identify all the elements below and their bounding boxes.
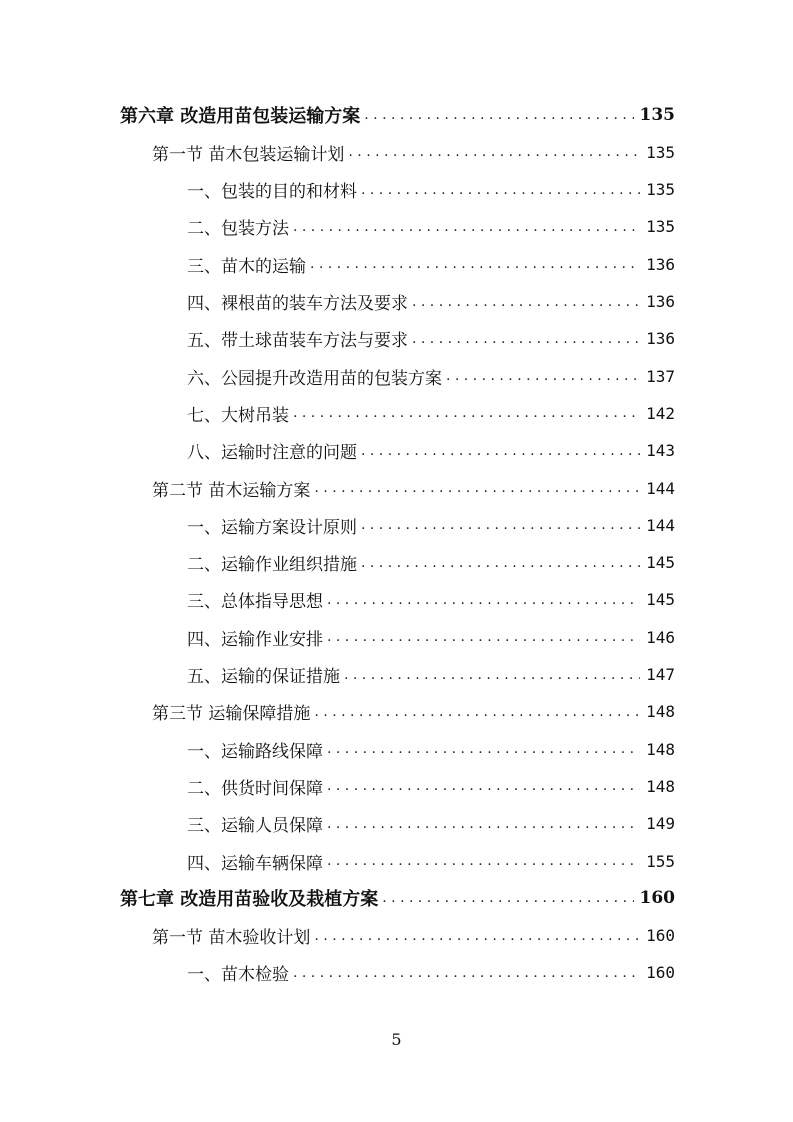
toc-entry-page: 146 [646,627,675,647]
toc-leader-dots [314,928,640,944]
toc-entry-page: 142 [646,403,675,423]
toc-subsection-entry[interactable] [187,660,675,690]
toc-entry-page: 135 [646,217,675,237]
toc-leader-dots [327,853,640,869]
toc-entry-title: 八、运输时注意的问题 [187,443,357,464]
toc-leader-dots [446,368,640,384]
toc-section-entry[interactable] [152,137,675,167]
toc-leader-dots [348,144,640,160]
toc-entry-title: 第二节 苗木运输方案 [152,480,311,501]
toc-subsection-entry[interactable] [187,175,675,205]
toc-subsection-entry[interactable] [187,361,675,391]
toc-chapter-entry[interactable] [120,100,675,130]
page-number: 5 [391,1030,402,1049]
toc-entry-title: 一、运输路线保障 [187,741,323,762]
toc-leader-dots [361,517,640,533]
toc-entry-page: 148 [646,702,675,722]
toc-entry-title: 五、运输的保证措施 [187,667,340,687]
toc-entry-title: 一、运输方案设计原则 [187,517,357,538]
toc-section-entry[interactable] [152,921,675,951]
toc-subsection-entry[interactable] [187,287,675,317]
toc-entry-page: 148 [646,739,675,759]
toc-entry-page: 160 [639,888,675,909]
toc-entry-title: 第六章 改造用苗包装运输方案 [120,106,361,127]
toc-entry-title: 四、裸根苗的装车方法及要求 [187,294,408,314]
toc-entry-title: 二、供货时间保障 [187,778,323,799]
toc-subsection-entry[interactable] [187,212,675,242]
toc-entry-page: 136 [646,254,675,274]
toc-leader-dots [412,294,640,310]
toc-subsection-entry[interactable] [187,585,675,615]
toc-subsection-entry[interactable] [187,771,675,801]
toc-entry-page: 160 [646,926,675,946]
toc-leader-dots [344,667,640,683]
toc-leader-dots [412,331,640,347]
toc-subsection-entry[interactable] [187,734,675,764]
toc-entry-title: 第一节 苗木验收计划 [152,928,311,949]
toc-subsection-entry[interactable] [187,324,675,354]
toc-chapter-entry[interactable] [120,883,675,913]
toc-entry-title: 第三节 运输保障措施 [152,704,311,725]
toc-entry-page: 135 [646,180,675,200]
toc-leader-dots [310,256,640,272]
toc-subsection-entry[interactable] [187,958,675,988]
toc-entry-page: 137 [646,366,675,386]
toc-entry-page: 144 [646,478,675,498]
toc-section-entry[interactable] [152,697,675,727]
toc-entry-title: 三、总体指导思想 [187,592,323,613]
toc-entry-page: 148 [646,776,675,796]
toc-entry-title: 七、大树吊装 [187,405,289,426]
toc-entry-title: 第七章 改造用苗验收及栽植方案 [120,889,379,911]
toc-leader-dots [327,741,640,757]
toc-subsection-entry[interactable] [187,436,675,466]
toc-subsection-entry[interactable] [187,809,675,839]
toc-entry-page: 136 [646,292,675,311]
toc-leader-dots [314,480,640,496]
toc-entry-page: 144 [646,515,675,535]
toc-leader-dots [382,890,633,906]
toc-entry-title: 第一节 苗木包装运输计划 [152,144,345,165]
toc-leader-dots [361,555,640,571]
toc-entry-page: 155 [646,851,675,871]
toc-entry-title: 五、带土球苗装车方法与要求 [187,331,408,352]
toc-entry-page: 145 [646,553,675,573]
toc-entry-page: 145 [646,590,675,610]
toc-entry-title: 六、公园提升改造用苗的包装方案 [187,368,442,389]
toc-leader-dots [361,443,640,459]
toc-section-entry[interactable] [152,473,675,503]
toc-subsection-entry[interactable] [187,249,675,279]
toc-subsection-entry[interactable] [187,622,675,652]
toc-leader-dots [293,219,640,235]
toc-leader-dots [327,592,640,608]
toc-leader-dots [327,629,640,645]
toc-leader-dots [293,405,640,421]
toc-leader-dots [364,107,633,123]
toc-leader-dots [361,182,640,198]
toc-subsection-entry[interactable] [187,548,675,578]
toc-subsection-entry[interactable] [187,846,675,876]
toc-entry-page: 135 [639,105,675,125]
toc-entry-title: 四、运输作业安排 [187,629,323,650]
toc-leader-dots [293,965,640,981]
toc-entry-title: 三、苗木的运输 [187,256,306,277]
toc-subsection-entry[interactable] [187,510,675,540]
toc-leader-dots [327,778,640,794]
toc-entry-page: 147 [646,665,675,684]
toc-entry-page: 136 [646,329,675,349]
toc-entry-title: 四、运输车辆保障 [187,853,323,874]
toc-entry-title: 三、运输人员保障 [187,816,323,837]
toc-entry-page: 135 [646,142,675,162]
toc-entry-title: 一、包装的目的和材料 [187,182,357,203]
toc-entry-title: 二、运输作业组织措施 [187,555,357,576]
toc-subsection-entry[interactable] [187,398,675,428]
toc-leader-dots [314,704,640,720]
toc-entry-page: 149 [646,814,675,834]
toc-entry-page: 160 [646,963,675,983]
toc-entry-page: 143 [646,441,675,461]
toc-entry-title: 二、包装方法 [187,219,289,240]
toc-entry-title: 一、苗木检验 [187,965,289,986]
toc-leader-dots [327,816,640,832]
